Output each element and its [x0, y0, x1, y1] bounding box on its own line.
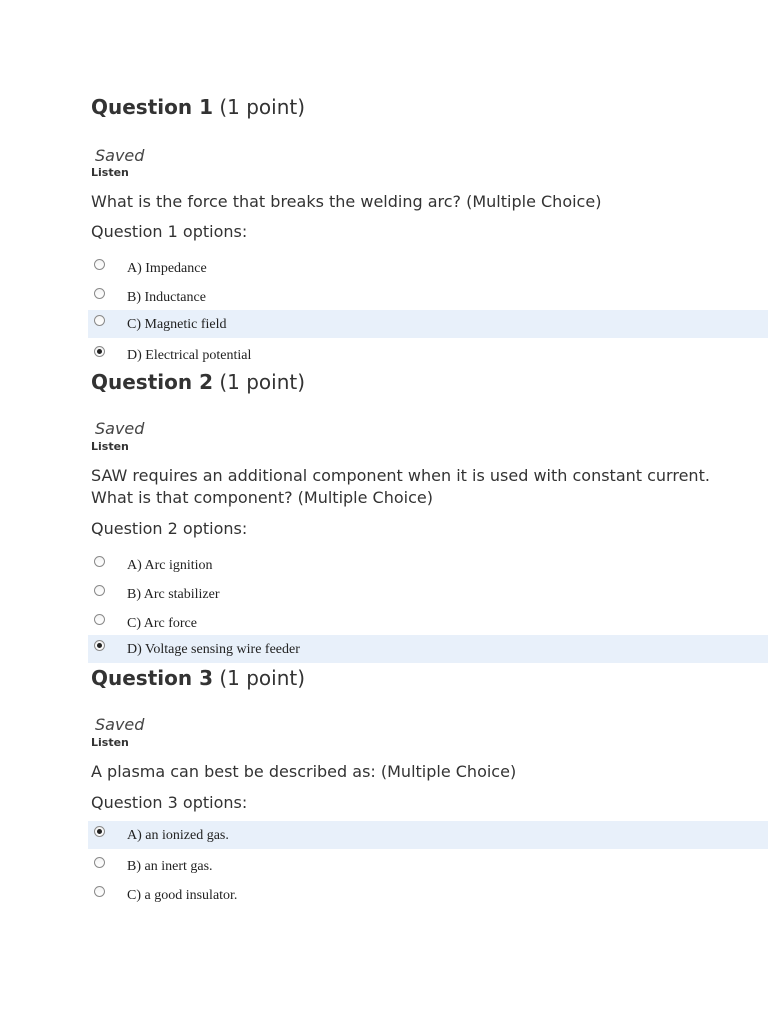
option-a[interactable]	[88, 254, 768, 282]
radio-button-selected[interactable]	[94, 640, 105, 651]
question-points: (1 point)	[219, 95, 306, 119]
question-title	[91, 665, 305, 691]
option-label[interactable]: D) Voltage sensing wire feeder	[127, 642, 300, 657]
radio-button[interactable]	[94, 259, 105, 270]
question-title	[91, 369, 305, 395]
question-points: (1 point)	[219, 666, 306, 690]
question-prompt: A plasma can best be described as: (Multiple Choice)	[91, 762, 517, 781]
question-number: Question 2	[91, 370, 213, 394]
radio-button-selected[interactable]	[94, 346, 105, 357]
listen-link[interactable]: Listen	[91, 166, 129, 179]
options-label: Question 2 options:	[91, 519, 248, 538]
option-label[interactable]: B) Inductance	[127, 290, 206, 305]
radio-button[interactable]	[94, 288, 105, 299]
question-title	[91, 94, 305, 120]
saved-status: Saved	[95, 146, 145, 165]
option-label[interactable]: A) an ionized gas.	[127, 828, 229, 843]
listen-link[interactable]: Listen	[91, 440, 129, 453]
question-number: Question 1	[91, 95, 213, 119]
listen-link[interactable]: Listen	[91, 736, 129, 749]
saved-status: Saved	[95, 419, 145, 438]
radio-button[interactable]	[94, 585, 105, 596]
option-c[interactable]	[88, 609, 768, 637]
option-c[interactable]	[88, 310, 768, 338]
option-a[interactable]	[88, 551, 768, 579]
option-b[interactable]	[88, 852, 768, 880]
option-label[interactable]: C) a good insulator.	[127, 888, 238, 903]
question-points: (1 point)	[219, 370, 306, 394]
option-c[interactable]	[88, 881, 768, 909]
radio-button[interactable]	[94, 614, 105, 625]
radio-button[interactable]	[94, 857, 105, 868]
option-a[interactable]	[88, 821, 768, 849]
options-label: Question 3 options:	[91, 793, 248, 812]
option-b[interactable]	[88, 283, 768, 311]
question-prompt: What is the force that breaks the welding arc? (Multiple Choice)	[91, 192, 602, 211]
options-label: Question 1 options:	[91, 222, 248, 241]
option-d[interactable]	[88, 635, 768, 663]
question-number: Question 3	[91, 666, 213, 690]
radio-button[interactable]	[94, 886, 105, 897]
option-label[interactable]: B) an inert gas.	[127, 859, 213, 874]
option-label[interactable]: C) Magnetic field	[127, 317, 227, 332]
option-b[interactable]	[88, 580, 768, 608]
saved-status: Saved	[95, 715, 145, 734]
radio-button[interactable]	[94, 315, 105, 326]
option-d[interactable]	[88, 341, 768, 369]
question-prompt: SAW requires an additional component when it is used with constant current. What is that component? (Multiple Choice)	[91, 466, 710, 507]
option-label[interactable]: D) Electrical potential	[127, 348, 252, 363]
option-label[interactable]: A) Impedance	[127, 261, 207, 276]
option-label[interactable]: C) Arc force	[127, 616, 197, 631]
option-label[interactable]: B) Arc stabilizer	[127, 587, 220, 602]
radio-button[interactable]	[94, 556, 105, 567]
option-label[interactable]: A) Arc ignition	[127, 558, 213, 573]
radio-button-selected[interactable]	[94, 826, 105, 837]
